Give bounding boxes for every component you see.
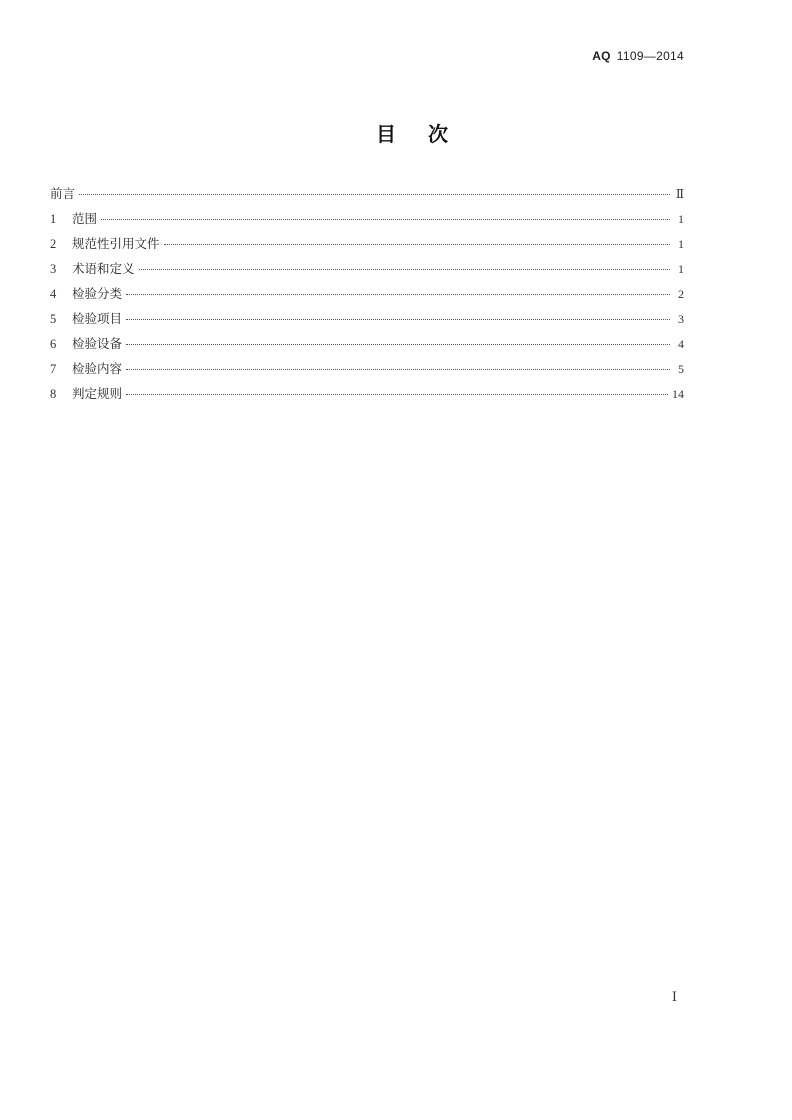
toc-leader-dots [79,193,670,195]
toc-entry-label: 术语和定义 [72,261,135,276]
toc-leader-dots [101,218,670,220]
toc-entry-4[interactable] [50,284,684,309]
toc-entry-label: 前言 [50,186,76,201]
toc-entry-page: Ⅱ [675,187,684,201]
toc-leader-dots [126,368,670,370]
toc-entry-8[interactable] [50,384,684,409]
toc-entry-page: 3 [678,312,684,326]
table-of-contents [50,184,684,409]
toc-entry-5[interactable] [50,309,684,334]
toc-entry-foreword[interactable] [50,184,684,209]
toc-entry-page: 1 [678,212,684,226]
page-title: 目次 [376,122,480,146]
toc-entry-number: 1 [50,212,57,226]
toc-entry-number: 3 [50,262,57,276]
toc-entry-number: 8 [50,387,57,401]
toc-entry-label: 检验设备 [72,336,123,351]
toc-leader-dots [126,393,668,395]
toc-entry-label: 判定规则 [72,386,123,401]
toc-entry-number: 7 [50,362,57,376]
standard-prefix: AQ [592,49,611,63]
page-number: Ⅰ [671,989,677,1004]
toc-entry-6[interactable] [50,334,684,359]
toc-entry-page: 5 [678,362,684,376]
toc-entry-label: 检验内容 [72,361,123,376]
toc-entry-number: 5 [50,312,57,326]
standard-number: 1109—2014 [616,49,684,63]
toc-entry-page: 4 [678,337,684,351]
toc-entry-page: 14 [672,387,684,401]
toc-entry-number: 6 [50,337,57,351]
toc-entry-number: 2 [50,237,57,251]
toc-entry-1[interactable] [50,209,684,234]
toc-entry-label: 检验项目 [72,311,123,326]
standard-code [592,49,684,63]
toc-entry-label: 检验分类 [72,286,123,301]
toc-entry-label: 范围 [72,211,98,226]
toc-leader-dots [139,268,670,270]
toc-entry-page: 1 [678,262,684,276]
toc-leader-dots [126,318,670,320]
toc-entry-label: 规范性引用文件 [72,236,160,251]
toc-leader-dots [126,293,670,295]
toc-entry-number: 4 [50,287,57,301]
toc-entry-7[interactable] [50,359,684,384]
toc-entry-2[interactable] [50,234,684,259]
toc-entry-page: 2 [678,287,684,301]
toc-entry-3[interactable] [50,259,684,284]
toc-entry-page: 1 [678,237,684,251]
toc-leader-dots [164,243,670,245]
toc-leader-dots [126,343,670,345]
